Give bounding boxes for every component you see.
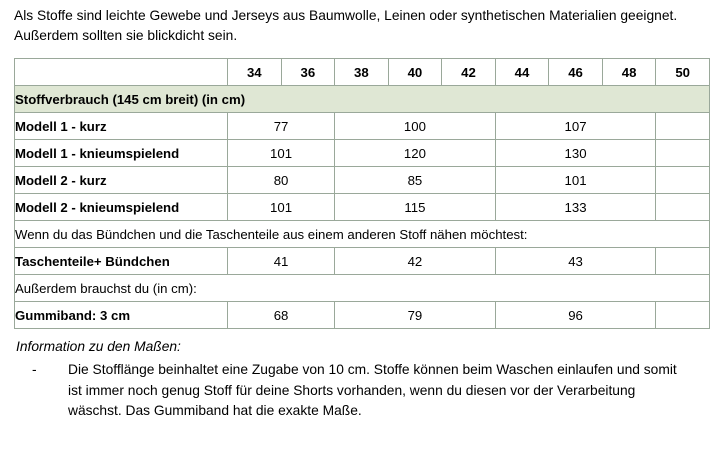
table-body <box>15 86 710 329</box>
row-label-modell-2-kurz: Modell 2 - kurz <box>15 167 228 194</box>
table-row <box>15 302 710 329</box>
value-modell-1-kurz-44-48: 107 <box>495 113 656 140</box>
row-label-modell-1-knieumspielend: Modell 1 - knieumspielend <box>15 140 228 167</box>
intro-paragraph: Als Stoffe sind leichte Gewebe und Jerseys aus Baumwolle, Leinen oder synthetischen Materialien geeignet. Außerdem sollten sie blickdicht sein. <box>14 8 678 43</box>
value-modell-2-knie-34-36: 101 <box>228 194 335 221</box>
bullet-text: Die Stofflänge beinhaltet eine Zugabe von 10 cm. Stoffe können beim Waschen einlaufen und somit ist immer noch genug Stoff für deine Shorts vorhanden, wenn du diesen vor der Verarbeitung wäschst. Das Gummiband hat die exakte Maße. <box>68 362 677 419</box>
section-header-stoffverbrauch: Stoffverbrauch (145 cm breit) (in cm) <box>15 86 710 113</box>
table-head <box>15 59 710 86</box>
header-cell-empty <box>15 59 228 86</box>
document-page <box>0 6 724 456</box>
header-size-50: 50 <box>656 59 710 86</box>
value-modell-2-kurz-38-42: 85 <box>335 167 496 194</box>
row-label-gummiband: Gummiband: 3 cm <box>15 302 228 329</box>
value-modell-2-kurz-34-36: 80 <box>228 167 335 194</box>
value-gummiband-34-36: 68 <box>228 302 335 329</box>
table-header-row <box>15 59 710 86</box>
header-size-40: 40 <box>388 59 442 86</box>
value-modell-1-knie-44-48: 130 <box>495 140 656 167</box>
table-row <box>15 86 710 113</box>
table-row <box>15 221 710 248</box>
table-row <box>15 113 710 140</box>
table-row <box>15 140 710 167</box>
value-modell-2-kurz-44-48: 101 <box>495 167 656 194</box>
info-section-title: Information zu den Maßen: <box>16 339 181 354</box>
value-modell-2-knie-38-42: 115 <box>335 194 496 221</box>
header-size-34: 34 <box>228 59 282 86</box>
info-bullet-item <box>32 360 710 422</box>
row-label-modell-1-kurz: Modell 1 - kurz <box>15 113 228 140</box>
note-ausserdem-brauchst-du: Außerdem brauchst du (in cm): <box>15 275 710 302</box>
header-size-48: 48 <box>602 59 656 86</box>
value-modell-2-kurz-50 <box>656 167 710 194</box>
header-size-42: 42 <box>442 59 496 86</box>
header-size-36: 36 <box>281 59 335 86</box>
header-size-46: 46 <box>549 59 603 86</box>
value-taschenteile-50 <box>656 248 710 275</box>
fabric-consumption-table <box>14 58 710 329</box>
value-modell-1-knie-38-42: 120 <box>335 140 496 167</box>
row-label-modell-2-knieumspielend: Modell 2 - knieumspielend <box>15 194 228 221</box>
header-size-44: 44 <box>495 59 549 86</box>
value-modell-1-kurz-38-42: 100 <box>335 113 496 140</box>
table-row <box>15 167 710 194</box>
value-modell-1-kurz-34-36: 77 <box>228 113 335 140</box>
header-size-38: 38 <box>335 59 389 86</box>
value-modell-2-knie-44-48: 133 <box>495 194 656 221</box>
table-row <box>15 248 710 275</box>
value-gummiband-44-48: 96 <box>495 302 656 329</box>
bullet-marker: - <box>32 362 37 377</box>
table-row <box>15 275 710 302</box>
value-modell-2-knie-50 <box>656 194 710 221</box>
value-taschenteile-44-48: 43 <box>495 248 656 275</box>
value-modell-1-knie-50 <box>656 140 710 167</box>
value-gummiband-50 <box>656 302 710 329</box>
value-taschenteile-38-42: 42 <box>335 248 496 275</box>
row-label-taschenteile-buendchen: Taschenteile+ Bündchen <box>15 248 228 275</box>
value-taschenteile-34-36: 41 <box>228 248 335 275</box>
value-gummiband-38-42: 79 <box>335 302 496 329</box>
note-buendchen-taschenteile: Wenn du das Bündchen und die Taschenteile aus einem anderen Stoff nähen möchtest: <box>15 221 710 248</box>
table-row <box>15 194 710 221</box>
value-modell-1-kurz-50 <box>656 113 710 140</box>
value-modell-1-knie-34-36: 101 <box>228 140 335 167</box>
